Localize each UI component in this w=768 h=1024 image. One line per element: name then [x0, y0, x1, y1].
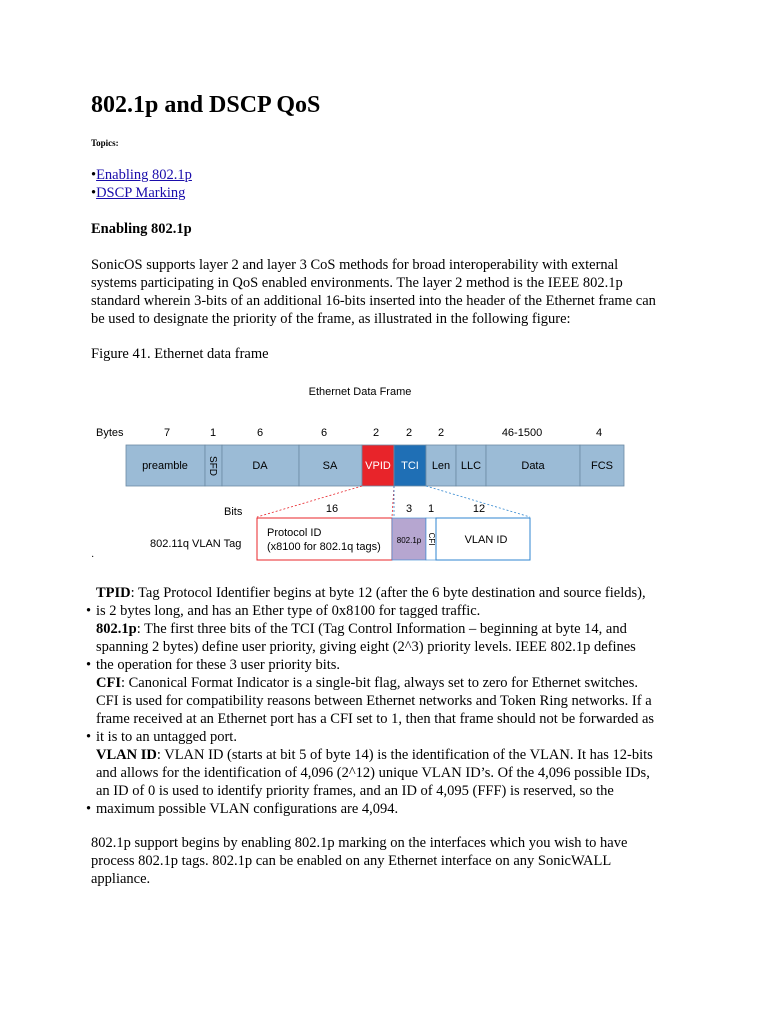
definition-text: an ID of 0 is used to identify priority frames, and an ID of 4,095 (FFF) is reserved, so the: [96, 783, 614, 799]
definition-line: [86, 584, 686, 602]
field-size: 2: [372, 427, 380, 439]
intro-paragraph: [91, 256, 691, 328]
topic-link-dscp-marking[interactable]: DSCP Marking: [96, 185, 186, 201]
topics-label: Topics:: [91, 138, 119, 148]
definition-line: [86, 728, 686, 746]
diagram-title: Ethernet Data Frame: [308, 386, 412, 398]
bullet: •: [91, 185, 97, 201]
definition-line: [86, 710, 686, 728]
term: TPID: [96, 585, 131, 601]
field-label: FCS: [591, 460, 613, 472]
tag-field-label: (x8100 for 802.1q tags): [267, 541, 381, 553]
topic-item: [91, 185, 185, 202]
paragraph-line: be used to designate the priority of the frame, as illustrated in the following figure:: [91, 311, 571, 327]
bullet: •: [86, 603, 92, 619]
definition-line: [86, 692, 686, 710]
tag-field-bits: 16: [325, 503, 339, 515]
definition-line: [86, 764, 686, 782]
definition-text: it is to an untagged port.: [96, 729, 237, 745]
field-label: TCI: [401, 460, 419, 472]
field-size: 2: [405, 427, 413, 439]
field-size: 6: [256, 427, 264, 439]
field-size: 2: [437, 427, 445, 439]
field-label: LLC: [460, 460, 482, 472]
field-label: VPID: [365, 460, 391, 472]
page-title: 802.1p and DSCP QoS: [91, 92, 321, 118]
bytes-label: Bytes: [96, 427, 124, 439]
tag-field-bits: 3: [405, 503, 413, 515]
definition-text: : Canonical Format Indicator is a single-bit flag, always set to zero for Ethernet switches.: [120, 675, 638, 691]
paragraph-line: systems participating in QoS enabled environments. The layer 2 method is the IEEE 802.1p: [91, 275, 623, 291]
tag-field-label: VLAN ID: [464, 534, 508, 546]
bullet: •: [91, 167, 97, 183]
vlan-tag-label: 802.11q VLAN Tag: [150, 538, 242, 550]
paragraph-line: 802.1p support begins by enabling 802.1p marking on the interfaces which you wish to have: [91, 835, 628, 851]
definition-line: [86, 782, 686, 800]
topic-item: [91, 167, 192, 184]
bits-label: Bits: [224, 506, 243, 518]
definition-text: is 2 bytes long, and has an Ether type of 0x8100 for tagged traffic.: [96, 603, 481, 619]
definition-text: : The first three bits of the TCI (Tag Control Information – beginning at byte 14, and: [136, 621, 627, 637]
field-label: SFD: [207, 456, 218, 476]
tag-field-bits: 12: [472, 503, 486, 515]
definition-text: and allows for the identification of 4,096 (2^12) unique VLAN ID’s. Of the 4,096 possible IDs,: [96, 765, 650, 781]
term: 802.1p: [96, 621, 137, 637]
definition-text: : VLAN ID (starts at bit 5 of byte 14) is the identification of the VLAN. It has 12-bits: [156, 747, 653, 763]
definition-text: frame received at an Ethernet port has a CFI set to 1, then that frame should not be forwarded as: [96, 711, 655, 727]
field-label: preamble: [142, 460, 188, 472]
field-label: Len: [431, 460, 451, 472]
bullet: •: [86, 729, 92, 745]
field-size: 7: [163, 427, 171, 439]
definition-line: [86, 674, 686, 692]
section-heading: Enabling 802.1p: [91, 221, 192, 237]
definition-line: [86, 602, 686, 620]
field-size: 4: [595, 427, 603, 439]
field-label: Data: [521, 460, 545, 472]
bullet: •: [86, 657, 92, 673]
term: VLAN ID: [96, 747, 157, 763]
expansion-line: [257, 486, 362, 517]
figure-caption: Figure 41. Ethernet data frame: [91, 346, 269, 362]
topic-link-enabling-8021p[interactable]: Enabling 802.1p: [96, 167, 192, 183]
field-label: DA: [252, 460, 268, 472]
field-size: 1: [209, 427, 217, 439]
definition-text: : Tag Protocol Identifier begins at byte 12 (after the 6 byte destination and source fields),: [130, 585, 646, 601]
paragraph-line: appliance.: [91, 871, 151, 887]
tag-field-bits: 1: [427, 503, 435, 515]
paragraph-line: SonicOS supports layer 2 and layer 3 CoS methods for broad interoperability with external: [91, 257, 619, 273]
bullet: •: [86, 801, 92, 817]
definition-line: [86, 656, 686, 674]
tag-field-label: CFI: [427, 532, 436, 546]
stray-mark: ·: [91, 552, 95, 563]
closing-paragraph: [91, 834, 691, 888]
definition-text: CFI is used for compatibility reasons between Ethernet networks and Token Ring networks. If a: [96, 693, 652, 709]
definition-line: [86, 800, 686, 818]
field-size: 6: [320, 427, 328, 439]
definition-line: [86, 638, 686, 656]
tag-field-protocol-id: [257, 518, 392, 560]
term: CFI: [96, 675, 121, 691]
definition-text: spanning 2 bytes) define user priority, giving eight (2^3) priority levels. IEEE 802.1p defines: [96, 639, 636, 655]
ethernet-frame-diagram: [92, 378, 628, 566]
definition-line: [86, 620, 686, 638]
definition-list: [86, 584, 686, 818]
field-size: 46-1500: [501, 427, 543, 439]
tag-field-label: Protocol ID: [267, 527, 322, 539]
paragraph-line: process 802.1p tags. 802.1p can be enabled on any Ethernet interface on any SonicWALL: [91, 853, 612, 869]
definition-text: the operation for these 3 user priority bits.: [96, 657, 341, 673]
tag-field-label: 802.1p: [396, 536, 422, 545]
definition-line: [86, 746, 686, 764]
paragraph-line: standard wherein 3-bits of an additional 16-bits inserted into the header of the Ethernet frame can: [91, 293, 656, 309]
definition-text: maximum possible VLAN configurations are 4,094.: [96, 801, 399, 817]
field-label: SA: [322, 460, 338, 472]
